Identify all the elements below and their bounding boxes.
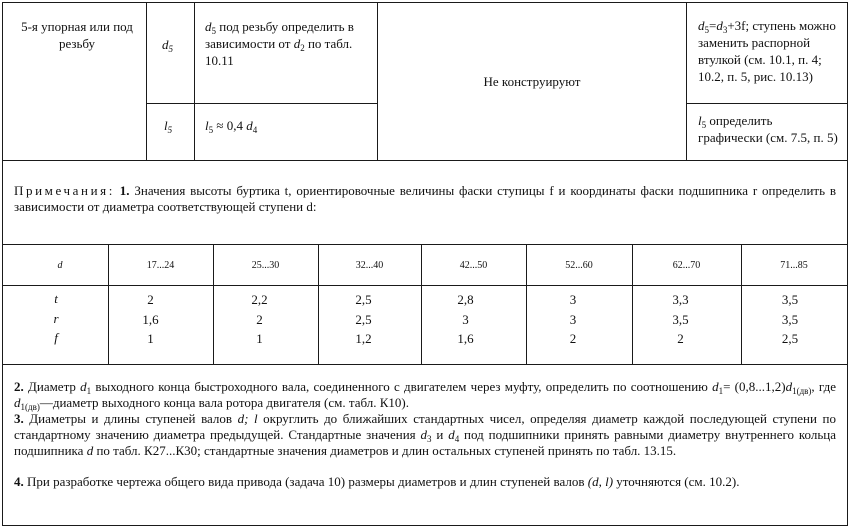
- no-construct-label: Не конструируют: [483, 74, 581, 89]
- table-header-range: 52...60: [565, 260, 593, 271]
- table-cell: 2,5: [355, 292, 372, 307]
- table-cell: 1,6: [142, 312, 159, 327]
- col-divider-1: [146, 2, 147, 160]
- table-header-range: 42...50: [459, 260, 488, 271]
- l5-formula: $l_5 \approx 0,4$ $d_4$: [205, 118, 258, 135]
- d5-description: $d_5$ под резьбу определить в зависимости от $d_2$ по табл. 10.11: [205, 19, 354, 68]
- right-border: [847, 2, 848, 526]
- table-header-range: 17...24: [146, 260, 175, 271]
- right-d5-note: $d_5=d_3+3f$; ступень можно заменить распорной втулкой (см. 10.1, п. 4; 10.2, п. 5, рис. 10.13): [698, 18, 836, 84]
- left-border: [2, 2, 3, 526]
- param-l5: $l_5$: [164, 118, 173, 135]
- table-cell: 3,5: [781, 292, 799, 307]
- table-cell: 1,6: [457, 331, 474, 346]
- table-header-range: 32...40: [355, 260, 384, 271]
- table-cell: 2: [677, 331, 684, 346]
- table-row-label: f: [54, 330, 58, 345]
- table-cell: 1: [256, 331, 263, 346]
- note-2: 2. Диаметр $d_1$ выходного конца быстроходного вала, соединенного с двигателем через муфту, определить по соотношению $d_1= (0,8...1,2)d_{1(дв)}$, где $d_{1(дв)}—диаметр$ выходного конца вала ротора двигателя (см. табл. К10).: [14, 379, 836, 412]
- table-cell: 2: [147, 292, 154, 307]
- table-cell: 3,3: [672, 292, 689, 307]
- top-border: [2, 2, 848, 3]
- table-cell: 2: [569, 331, 577, 346]
- table-cell: 1: [147, 331, 154, 346]
- table-cell: 2,2: [251, 292, 268, 307]
- page-bottom-border: [2, 525, 848, 526]
- col-divider-4: [686, 2, 687, 160]
- stage-name: 5-я упорная или под резьбу: [21, 19, 133, 51]
- row-divider-l5-right: [686, 103, 848, 104]
- row-divider-l5: [146, 103, 377, 104]
- table-cell: 3,5: [672, 312, 689, 327]
- table-header-range: 62...70: [672, 260, 701, 271]
- table-cell: 3,5: [781, 312, 799, 327]
- table-row-label: t: [54, 291, 58, 306]
- table-cell: 1,2: [355, 331, 372, 346]
- table-cell: 2,8: [457, 292, 474, 307]
- table-cell: 2: [256, 312, 263, 327]
- table-cell: 3: [569, 292, 577, 307]
- table-header-border: [2, 285, 848, 286]
- right-l5-note: $l_5$ определить графически (см. 7.5, п. 5): [698, 113, 838, 145]
- note-1: Примечания: 1. Значения высоты буртика t, ориентировочные величины фаски ступицы f и координаты фаски подшипника r определить в зависимости от диаметра соответствующей ступени d:: [14, 183, 836, 214]
- table-top-border: [2, 244, 848, 245]
- table-cell: 2,5: [781, 331, 799, 346]
- param-d5: $d_5$: [162, 37, 173, 54]
- note-3: 3. Диаметры и длины ступеней валов d; l округлить до ближайших стандартных чисел, определяя диаметр каждой последующей ступени по стандартному значению диаметра предыдущей. Стандартные значения $d_3$ и $d_4$ под подшипники принять равными диаметру внутреннего кольца подшипника d по табл. К27...К30; стандартные значения диаметров и длин остальных ступеней принять по табл. 13.15.: [14, 411, 836, 458]
- table-row-label: r: [53, 311, 59, 326]
- table-cell: 2,5: [355, 312, 372, 327]
- top-section-bottom-border: [2, 160, 848, 161]
- table-header-range: 25...30: [251, 260, 280, 271]
- col-divider-2: [194, 2, 195, 160]
- table-cell: 3: [569, 312, 577, 327]
- note-4: 4. При разработке чертежа общего вида привода (задача 10) размеры диаметров и длин ступеней валов (d, l) уточняются (см. 10.2).: [14, 474, 740, 489]
- table-cell: 3: [462, 312, 469, 327]
- table-header-d: d: [57, 260, 63, 271]
- table-header-range: 71...85: [780, 260, 808, 271]
- table-bottom-border: [2, 364, 848, 365]
